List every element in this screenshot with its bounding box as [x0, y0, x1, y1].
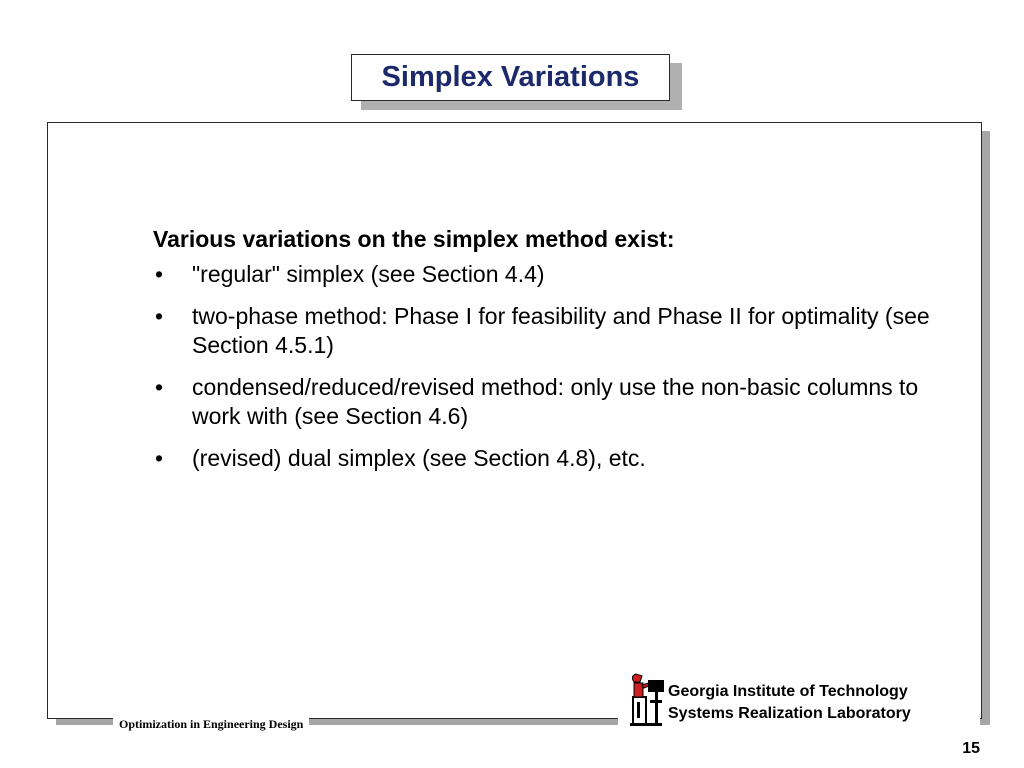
- bullet-text: two-phase method: Phase I for feasibility and Phase II for optimality (see Section 4.5.1): [192, 303, 930, 358]
- slide-title: Simplex Variations: [381, 61, 640, 93]
- slide-content: [153, 222, 930, 486]
- page-number: 15: [962, 740, 980, 757]
- title-box: [351, 54, 670, 101]
- bullet-text: "regular" simplex (see Section 4.4): [192, 261, 545, 287]
- bullet-text: condensed/reduced/revised method: only use the non-basic columns to work with (see Section 4.6): [192, 374, 919, 429]
- bullet-item: [153, 444, 932, 473]
- bullet-item: [153, 302, 932, 360]
- institution-name: Georgia Institute of Technology: [668, 683, 908, 700]
- bullet-icon: •: [155, 261, 164, 287]
- course-footer: Optimization in Engineering Design: [113, 714, 309, 734]
- content-heading: Various variations on the simplex method exist:: [153, 226, 675, 252]
- bullet-icon: •: [155, 445, 164, 471]
- bullet-icon: •: [155, 303, 164, 329]
- bullet-text: (revised) dual simplex (see Section 4.8), etc.: [192, 445, 646, 471]
- georgia-tech-logo-icon: [624, 672, 668, 728]
- bullet-icon: •: [155, 374, 164, 400]
- lab-name: Systems Realization Laboratory: [668, 705, 911, 722]
- bullet-item: [153, 373, 932, 431]
- institution-footer: [618, 672, 980, 730]
- bullet-item: [153, 260, 932, 289]
